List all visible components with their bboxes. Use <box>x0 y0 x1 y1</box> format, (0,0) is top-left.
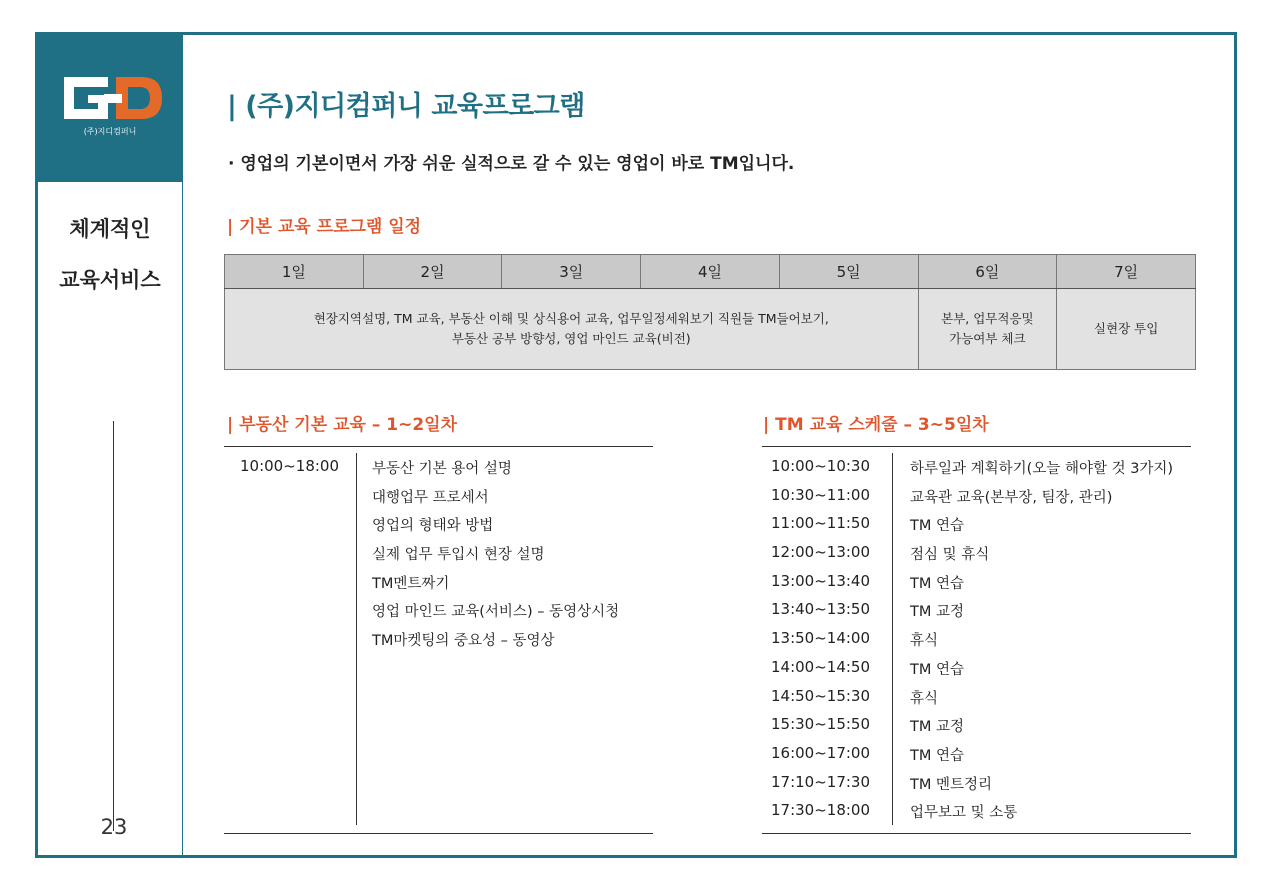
list-item: 영업의 형태와 방법 <box>372 518 494 535</box>
row-activity: TM 연습 <box>910 747 964 764</box>
list-item: TM마켓팅의 중요성 – 동영상 <box>372 633 555 650</box>
day6-line2: 가능여부 체크 <box>949 331 1026 346</box>
basic-edu-heading: | 부동산 기본 교육 – 1~2일차 <box>227 415 458 435</box>
sidebar-title-line2: 교육서비스 <box>59 268 161 292</box>
row-activity: 휴식 <box>910 690 939 707</box>
row-time: 15:30~15:50 <box>771 715 871 734</box>
table-row <box>762 773 1191 802</box>
row-time: 13:50~14:00 <box>771 629 871 648</box>
logo-caption: (주)지디컴퍼니 <box>83 127 137 136</box>
table-row <box>762 687 1191 716</box>
schedule-heading: | 기본 교육 프로그램 일정 <box>227 217 422 237</box>
schedule-header-row <box>225 255 1196 289</box>
list-item: 대행업무 프로세서 <box>372 489 489 506</box>
row-activity: TM 멘트정리 <box>910 776 993 793</box>
day-header: 5일 <box>779 255 918 289</box>
table-row <box>762 715 1191 744</box>
basic-edu-list <box>372 457 619 658</box>
table-row <box>762 543 1191 572</box>
table-row <box>762 744 1191 773</box>
row-activity: 휴식 <box>910 633 939 650</box>
day-header: 2일 <box>363 255 502 289</box>
row-time: 12:00~13:00 <box>771 543 871 562</box>
day-header: 4일 <box>641 255 780 289</box>
row-time: 17:10~17:30 <box>771 772 871 791</box>
list-item: 실제 업무 투입시 현장 설명 <box>372 547 545 564</box>
table-row <box>762 572 1191 601</box>
basic-edu-divider <box>356 453 357 825</box>
days-1-5-line1: 현장지역설명, TM 교육, 부동산 이해 및 상식용어 교육, 업무일정세워보기 직원들 TM들어보기, <box>313 311 829 326</box>
row-activity: TM 교정 <box>910 604 964 621</box>
row-activity: 교육관 교육(본부장, 팀장, 관리) <box>910 489 1113 506</box>
basic-edu-time: 10:00~18:00 <box>240 457 340 475</box>
sidebar-title-line1: 체계적인 <box>69 217 151 241</box>
list-item: 부동산 기본 용어 설명 <box>372 461 512 477</box>
tm-edu-heading: | TM 교육 스케줄 – 3~5일차 <box>763 415 989 435</box>
list-item: 영업 마인드 교육(서비스) – 동영상시청 <box>372 604 620 621</box>
row-time: 10:30~11:00 <box>771 485 871 504</box>
tm-edu-block <box>762 446 1191 834</box>
tm-edu-list <box>762 457 1191 830</box>
logo-box <box>38 35 182 182</box>
row-activity: TM 연습 <box>910 661 964 678</box>
table-row <box>762 801 1191 830</box>
schedule-table <box>224 254 1196 370</box>
day-header: 3일 <box>502 255 641 289</box>
page-title: | (주)지디컴퍼니 교육프로그램 <box>227 91 585 122</box>
row-time: 13:40~13:50 <box>771 600 871 619</box>
page-subtitle: · 영업의 기본이면서 가장 쉬운 실적으로 갈 수 있는 영업이 바로 TM입니다. <box>228 154 795 174</box>
table-row <box>762 658 1191 687</box>
basic-edu-block <box>224 446 653 834</box>
day7-cell: 실현장 투입 <box>1057 289 1196 370</box>
row-time: 14:00~14:50 <box>771 657 871 676</box>
row-time: 11:00~11:50 <box>771 514 871 533</box>
gd-logo-icon <box>60 73 165 123</box>
day6-line1: 본부, 업무적응및 <box>941 311 1034 326</box>
row-activity: TM 연습 <box>910 575 964 592</box>
table-row <box>762 457 1191 486</box>
row-time: 16:00~17:00 <box>771 743 871 762</box>
list-item: TM멘트짜기 <box>372 575 450 592</box>
row-activity: 점심 및 휴식 <box>910 547 990 564</box>
row-activity: TM 교정 <box>910 719 964 736</box>
page-number: 23 <box>100 815 128 839</box>
row-time: 14:50~15:30 <box>771 686 871 705</box>
row-time: 13:00~13:40 <box>771 571 871 590</box>
day-header: 1일 <box>225 255 364 289</box>
day-header: 6일 <box>918 255 1057 289</box>
table-row <box>762 600 1191 629</box>
day6-cell <box>918 289 1057 370</box>
schedule-body-row <box>225 289 1196 370</box>
row-activity: 업무보고 및 소통 <box>910 805 1018 822</box>
sidebar <box>38 35 183 855</box>
table-row <box>762 514 1191 543</box>
table-row <box>762 486 1191 515</box>
table-row <box>762 629 1191 658</box>
days-1-5-line2: 부동산 공부 방향성, 영업 마인드 교육(비전) <box>451 331 691 346</box>
row-time: 10:00~10:30 <box>771 457 871 475</box>
row-activity: 하루일과 계획하기(오늘 해야할 것 3가지) <box>910 461 1174 477</box>
row-activity: TM 연습 <box>910 518 964 535</box>
day-header: 7일 <box>1057 255 1196 289</box>
row-time: 17:30~18:00 <box>771 801 871 820</box>
sidebar-divider <box>113 421 114 831</box>
days-1-5-cell <box>225 289 919 370</box>
